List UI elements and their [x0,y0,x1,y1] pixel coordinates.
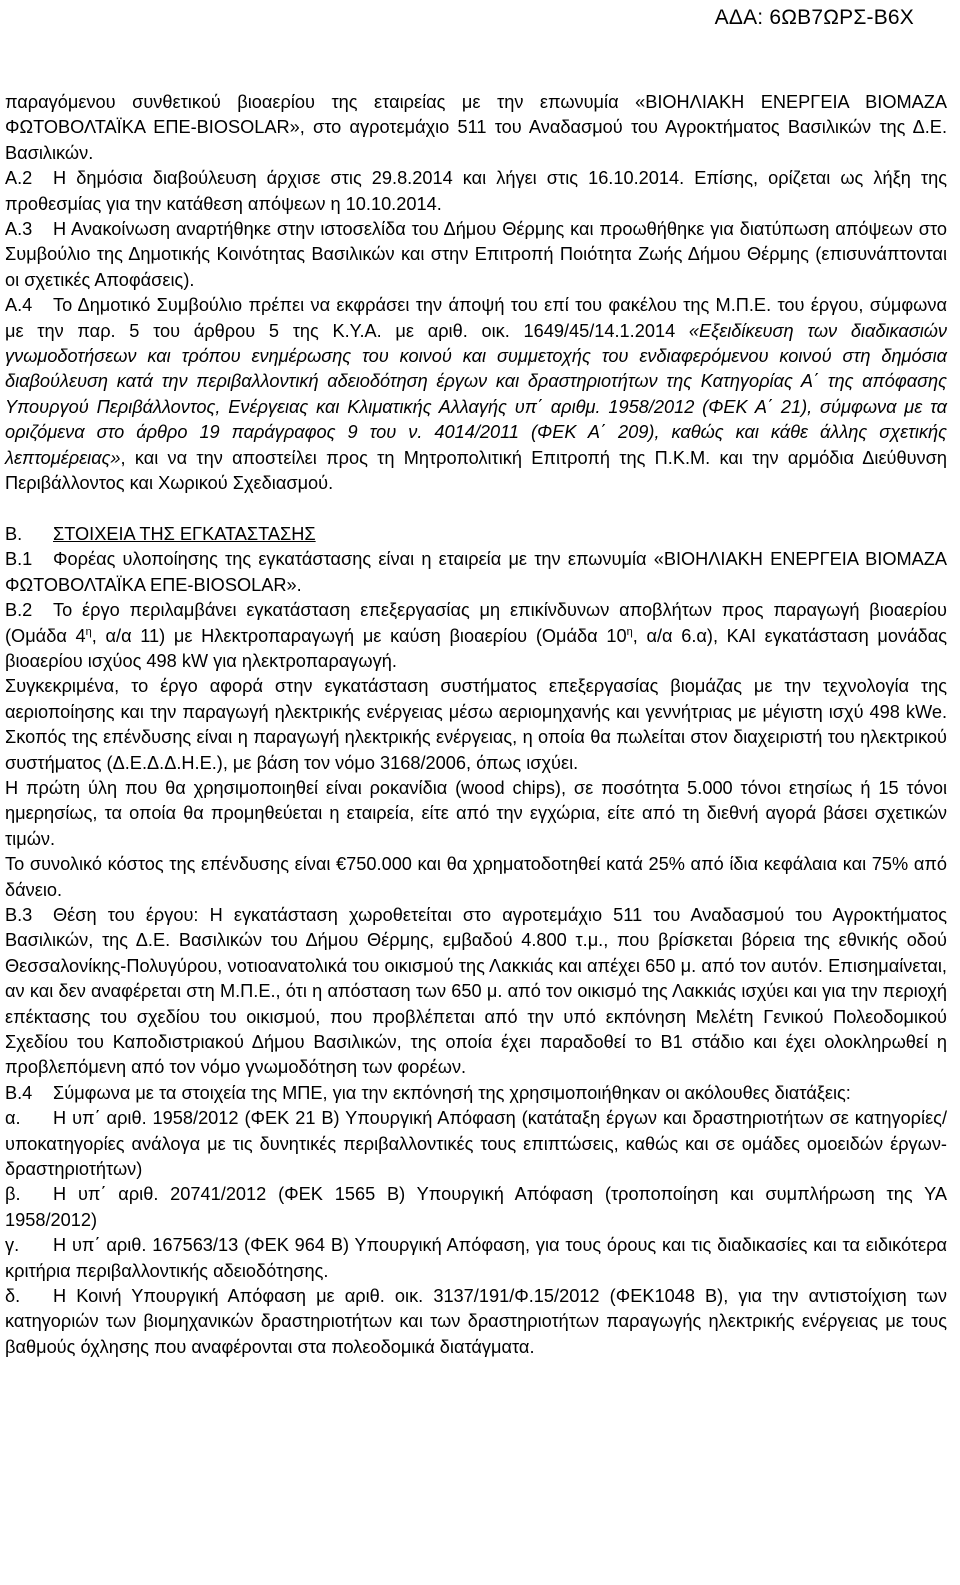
superscript: η [626,625,633,638]
section-a4-number: Α.4 [5,295,33,316]
list-item-marker: β. [5,1184,21,1205]
list-item [5,1233,947,1284]
section-b3 [5,903,947,1081]
section-a2 [5,166,947,217]
list-item [5,1284,947,1360]
section-b2-paragraph-4: Το συνολικό κόστος της επένδυσης είναι €750.000 και θα χρηματοδοτηθεί κατά 25% από ίδια κεφάλαια και 75% από δάνειο. [5,854,947,900]
list-item-marker: α. [5,1108,21,1129]
superscript: η [85,625,92,638]
section-b1-text: Φορέας υλοποίησης της εγκατάστασης είναι η εταιρεία με την επωνυμία «ΒΙΟΗΛΙΑΚΗ ΕΝΕΡΓΕΙΑ ΒΙΟΜΑΖΑ ΦΩΤΟΒΟΛΤΑΪΚΑ ΕΠΕ-BIOSOLAR». [5,549,947,595]
section-b-title: ΣΤΟΙΧΕΙΑ ΤΗΣ ΕΓΚΑΤΑΣΤΑΣΗΣ [53,523,316,544]
section-b4 [5,1081,947,1106]
section-b-number: Β. [5,523,23,544]
section-b3-number: Β.3 [5,904,33,925]
section-a3-number: Α.3 [5,219,33,240]
section-b4-number: Β.4 [5,1082,33,1103]
list-item-marker: γ. [5,1235,20,1256]
section-a3-text: Η Ανακοίνωση αναρτήθηκε στην ιστοσελίδα του Δήμου Θέρμης και προωθήθηκε για διατύπωση απόψεων στο Συμβούλιο της Δημοτικής Κοινότητας Βασιλικών και στην Επιτροπή Ποιότητα Ζωής Δήμου Θέρμης (επισυνάπτονται οι σχετικές Αποφάσεις). [5,219,947,290]
section-b2-text-end: , α/α 6.α), ΚΑΙ εγκατάσταση μονάδας βιοαερίου ισχύος 498 kW για ηλεκτροπαραγωγή. [5,625,947,671]
section-b2-text: Το έργο περιλαμβάνει εγκατάσταση επεξεργασίας μη επικίνδυνων αποβλήτων προς παραγωγή βιοαερίου (Ομάδα 4 [5,600,947,646]
document-body [5,90,947,1360]
intro-paragraph: παραγόμενου συνθετικού βιοαερίου της εταιρείας με την επωνυμία «ΒΙΟΗΛΙΑΚΗ ΕΝΕΡΓΕΙΑ ΒΙΟΜΑΖΑ ΦΩΤΟΒΟΛΤΑΪΚΑ ΕΠΕ-BIOSOLAR», στο αγροτεμάχιο 511 του Αναδασμού του Αγροκτήματος Βασιλικών της Δ.Ε. Βασιλικών. [5,92,947,163]
list-item-text: Η Κοινή Υπουργική Απόφαση με αριθ. οικ. 3137/191/Φ.15/2012 (ΦΕΚ1048 Β), για την αντιστοίχιση των κατηγοριών των βιομηχανικών δραστηριοτήτων και των δραστηριοτήτων παραγωγής ηλεκτρικής ενέργειας με τους βαθμούς όχλησης που αναφέρονται στα πολεοδομικά διατάγματα. [5,1286,947,1357]
section-b-heading [5,522,947,547]
section-a4-quoted-title: «Εξειδίκευση των διαδικασιών γνωμοδοτήσεων και τρόπου ενημέρωσης του κοινού και συμμετοχής του ενδιαφερόμενου κοινού στη δημόσια διαβούλευση κατά την περιβαλλοντική αδειοδότηση έργων και δραστηριοτήτων της Κατηγορίας Α΄ της απόφασης Υπουργού Περιβάλλοντος, Ενέργειας και Κλιματικής Αλλαγής υπ΄ αριθμ. 1958/2012 (ΦΕΚ Α΄ 21), σύμφωνα με τα οριζόμενα στο άρθρο 19 παράγραφος 9 του ν. 4014/2011 (ΦΕΚ Α΄ 209), καθώς και κάθε άλλης σχετικής λεπτομέρειας» [5,320,947,468]
list-item-text: Η υπ΄ αριθ. 20741/2012 (ΦΕΚ 1565 Β) Υπουργική Απόφαση (τροποποίηση και συμπλήρωση της ΥΑ 1958/2012) [5,1184,947,1230]
section-b3-text: Θέση του έργου: Η εγκατάσταση χωροθετείται στο αγροτεμάχιο 511 του Αναδασμού του Αγροκτήματος Βασιλικών, της Δ.Ε. Βασιλικών του Δήμου Θέρμης, εμβαδού 4.800 τ.μ., που βρίσκεται βόρεια της εθνικής οδού Θεσσαλονίκης-Πολυγύρου, νοτιοανατολικά του οικισμού της Λακκιάς και απέχει 650 μ. από τον αυτόν. Επισημαίνεται, αν και δεν αναφέρεται στη Μ.Π.Ε., ότι η απόσταση των 650 μ. από τον οικισμό της Λακκιάς ισχύει και για την περιοχή επέκτασης του σχεδίου του οικισμού, που προβλέπεται από την υπό εκπόνηση Μελέτη Γενικού Πολεοδομικού Σχεδίου του Καποδιστριακού Δήμου Βασιλικών, της οποία έχει παραδοθεί το Β1 στάδιο και έχει ολοκληρωθεί η προβλεπόμενη από τον νόμο γνωμοδότηση των φορέων. [5,904,947,1078]
section-a2-text: Η δημόσια διαβούλευση άρχισε στις 29.8.2014 και λήγει στις 16.10.2014. Επίσης, ορίζεται ως λήξη της προθεσμίας για την κατάθεση απόψεων η 10.10.2014. [5,168,947,214]
section-b2 [5,598,947,674]
section-a4-text-end: , και να την αποστείλει προς τη Μητροπολιτική Επιτροπή της Π.Κ.Μ. και την αρμόδια Διεύθυνση Περιβάλλοντος και Χωρικού Σχεδιασμού. [5,447,947,494]
list-item-text: Η υπ΄ αριθ. 1958/2012 (ΦΕΚ 21 Β) Υπουργική Απόφαση (κατάταξη έργων και δραστηριοτήτων σε κατηγορίες/υποκατηγορίες ανάλογα με τις δυνητικές περιβαλλοντικές τους επιπτώσεις, καθώς και σε ομάδες ομοειδών έργων-δραστηριοτήτων) [5,1108,947,1180]
list-item-text: Η υπ΄ αριθ. 167563/13 (ΦΕΚ 964 Β) Υπουργική Απόφαση, για τους όρους και τις διαδικασίες και τα ειδικότερα κριτήρια περιβαλλοντικής αδειοδότησης. [5,1235,947,1281]
section-b2-paragraph-2: Συγκεκριμένα, το έργο αφορά στην εγκατάσταση συστήματος επεξεργασίας βιομάζας με την τεχνολογία της αεριοποίησης και την παραγωγή ηλεκτρικής ενέργειας μέσω αεριομηχανής και γεννήτριας με μέγιστη ισχύ 498 kWe. Σκοπός της επένδυσης είναι η παραγωγή ηλεκτρικής ενέργειας, η οποία θα πωλείται στον διαχειριστή του ηλεκτρικού συστήματος (Δ.Ε.Δ.Δ.Η.Ε.), με βάση τον νόμο 3168/2006, όπως ισχύει. [5,676,947,773]
ada-code: ΑΔΑ: 6ΩΒ7ΩΡΣ-Β6Χ [714,6,914,29]
section-b2-text-cont: , α/α 11) με Ηλεκτροπαραγωγή με καύση βιοαερίου (Ομάδα 10 [91,625,627,646]
section-b1-number: Β.1 [5,549,33,570]
list-item-marker: δ. [5,1286,21,1307]
list-item [5,1106,947,1182]
spacer [5,497,947,522]
section-b2-paragraph-3: Η πρώτη ύλη που θα χρησιμοποιηθεί είναι ροκανίδια (wood chips), σε ποσότητα 5.000 τόνοι ετησίως ή 15 τόνοι ημερησίως, τα οποία θα προμηθεύεται η εταιρεία, είτε από την εγχώρια, είτε από τη διεθνή αγορά βάσει σχετικών τιμών. [5,777,947,849]
section-a4-text: Το Δημοτικό Συμβούλιο πρέπει να εκφράσει την άποψή του επί του φακέλου της Μ.Π.Ε. του έργου, σύμφωνα με την παρ. 5 του άρθρου 5 της Κ.Υ.Α. με αριθ. οικ. 1649/45/14.1.2014 [5,295,947,341]
section-b2-number: Β.2 [5,600,33,621]
section-b1 [5,547,947,598]
section-a2-number: Α.2 [5,168,33,189]
section-a4 [5,293,947,496]
section-a3 [5,217,947,293]
section-b4-text: Σύμφωνα με τα στοιχεία της ΜΠΕ, για την εκπόνησή της χρησιμοποιήθηκαν οι ακόλουθες διατάξεις: [53,1082,851,1103]
list-item [5,1182,947,1233]
